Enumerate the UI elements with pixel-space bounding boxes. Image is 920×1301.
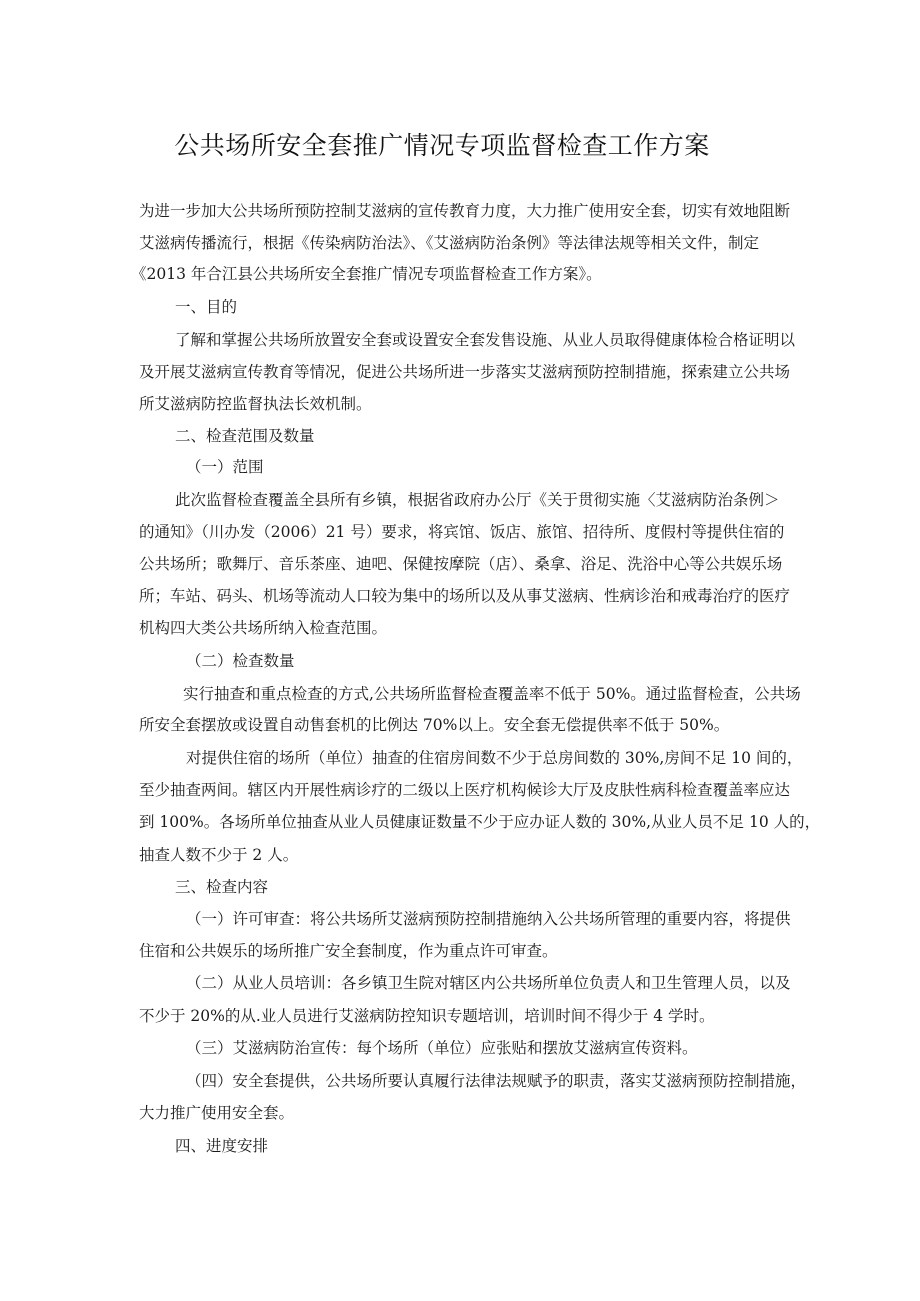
section-3-item-2-line-2: 不少于 20%的从.业人员进行艾滋病防控知识专题培训，培训时间不得少于 4 学时。 bbox=[139, 1007, 715, 1025]
section-2-sub2-b-line-2: 至少抽查两间。辖区内开展性病诊疗的二级以上医疗机构候诊大厅及皮肤性病科检查覆盖率应达 bbox=[139, 781, 791, 799]
section-2-sub1-heading: （一）范围 bbox=[186, 458, 264, 476]
section-1-line-3: 所艾滋病防控监督执法长效机制。 bbox=[139, 395, 372, 413]
section-2-sub1-line-1: 此次监督检查覆盖全县所有乡镇，根据省政府办公厅《关于贯彻实施〈艾滋病防治条例＞ bbox=[175, 491, 780, 509]
intro-line-2: 艾滋病传播流行，根据《传染病防治法》、《艾滋病防治条例》等法律法规等相关文件，制定 bbox=[139, 234, 760, 252]
intro-line-3: 《2013 年合江县公共场所安全套推广情况专项监督检查工作方案》。 bbox=[131, 265, 602, 283]
section-1-line-2: 及开展艾滋病宣传教育等情况，促进公共场所进一步落实艾滋病预防控制措施，探索建立公共场 bbox=[139, 363, 791, 381]
section-3-item-3-line-1: （三）艾滋病防治宣传：每个场所（单位）应张贴和摆放艾滋病宣传资料。 bbox=[186, 1039, 698, 1057]
section-2-sub2-b-line-4: 抽查人数不少于 2 人。 bbox=[139, 846, 299, 864]
section-2-sub2-heading: （二）检查数量 bbox=[186, 652, 295, 670]
section-2-heading: 二、检查范围及数量 bbox=[175, 427, 315, 445]
section-4-heading: 四、进度安排 bbox=[175, 1137, 269, 1155]
section-3-item-4-line-1: （四）安全套提供，公共场所要认真履行法律法规赋予的职责，落实艾滋病预防控制措施， bbox=[186, 1072, 807, 1090]
section-3-item-1-line-1: （一）许可审查：将公共场所艾滋病预防控制措施纳入公共场所管理的重要内容，将提供 bbox=[186, 910, 791, 928]
section-2-sub2-b-line-1: 对提供住宿的场所（单位）抽查的住宿房间数不少于总房间数的 30%,房间不足 10 间的， bbox=[186, 749, 803, 767]
section-3-item-2-line-1: （二）从业人员培训：各乡镇卫生院对辖区内公共场所单位负责人和卫生管理人员，以及 bbox=[186, 974, 791, 992]
section-1-heading: 一、目的 bbox=[175, 298, 238, 316]
intro-line-1: 为进一步加大公共场所预防控制艾滋病的宣传教育力度，大力推广使用安全套，切实有效地阻断 bbox=[139, 202, 791, 220]
section-2-sub2-a-line-2: 所安全套摆放或设置自动售套机的比例达 70%以上。安全套无偿提供率不低于 50%。 bbox=[139, 716, 730, 734]
section-2-sub1-line-5: 机构四大类公共场所纳入检查范围。 bbox=[139, 619, 388, 637]
section-3-item-1-line-2: 住宿和公共娱乐的场所推广安全套制度，作为重点许可审查。 bbox=[139, 942, 558, 960]
section-2-sub2-a-line-1: 实行抽查和重点检查的方式,公共场所监督检查覆盖率不低于 50%。通过监督检查，公共场 bbox=[183, 685, 801, 703]
section-2-sub1-line-3: 公共场所；歌舞厅、音乐茶座、迪吧、保健按摩院（店）、桑拿、浴足、洗浴中心等公共娱乐场 bbox=[139, 555, 783, 573]
section-1-line-1: 了解和掌握公共场所放置安全套或设置安全套发售设施、从业人员取得健康体检合格证明以 bbox=[175, 331, 796, 349]
section-3-item-4-line-2: 大力推广使用安全套。 bbox=[139, 1104, 295, 1122]
section-2-sub1-line-2: 的通知》（川办发（2006）21 号）要求，将宾馆、饭店、旅馆、招待所、度假村等提供住宿的 bbox=[139, 523, 785, 541]
section-3-heading: 三、检查内容 bbox=[175, 878, 269, 896]
document-title: 公共场所安全套推广情况专项监督检查工作方案 bbox=[174, 131, 710, 160]
section-2-sub2-b-line-3: 到 100%。各场所单位抽查从业人员健康证数量不少于应办证人数的 30%,从业人员不足 10 人的， bbox=[139, 813, 821, 831]
section-2-sub1-line-4: 所；车站、码头、机场等流动人口较为集中的场所以及从事艾滋病、性病诊治和戒毒治疗的医疗 bbox=[139, 587, 791, 605]
